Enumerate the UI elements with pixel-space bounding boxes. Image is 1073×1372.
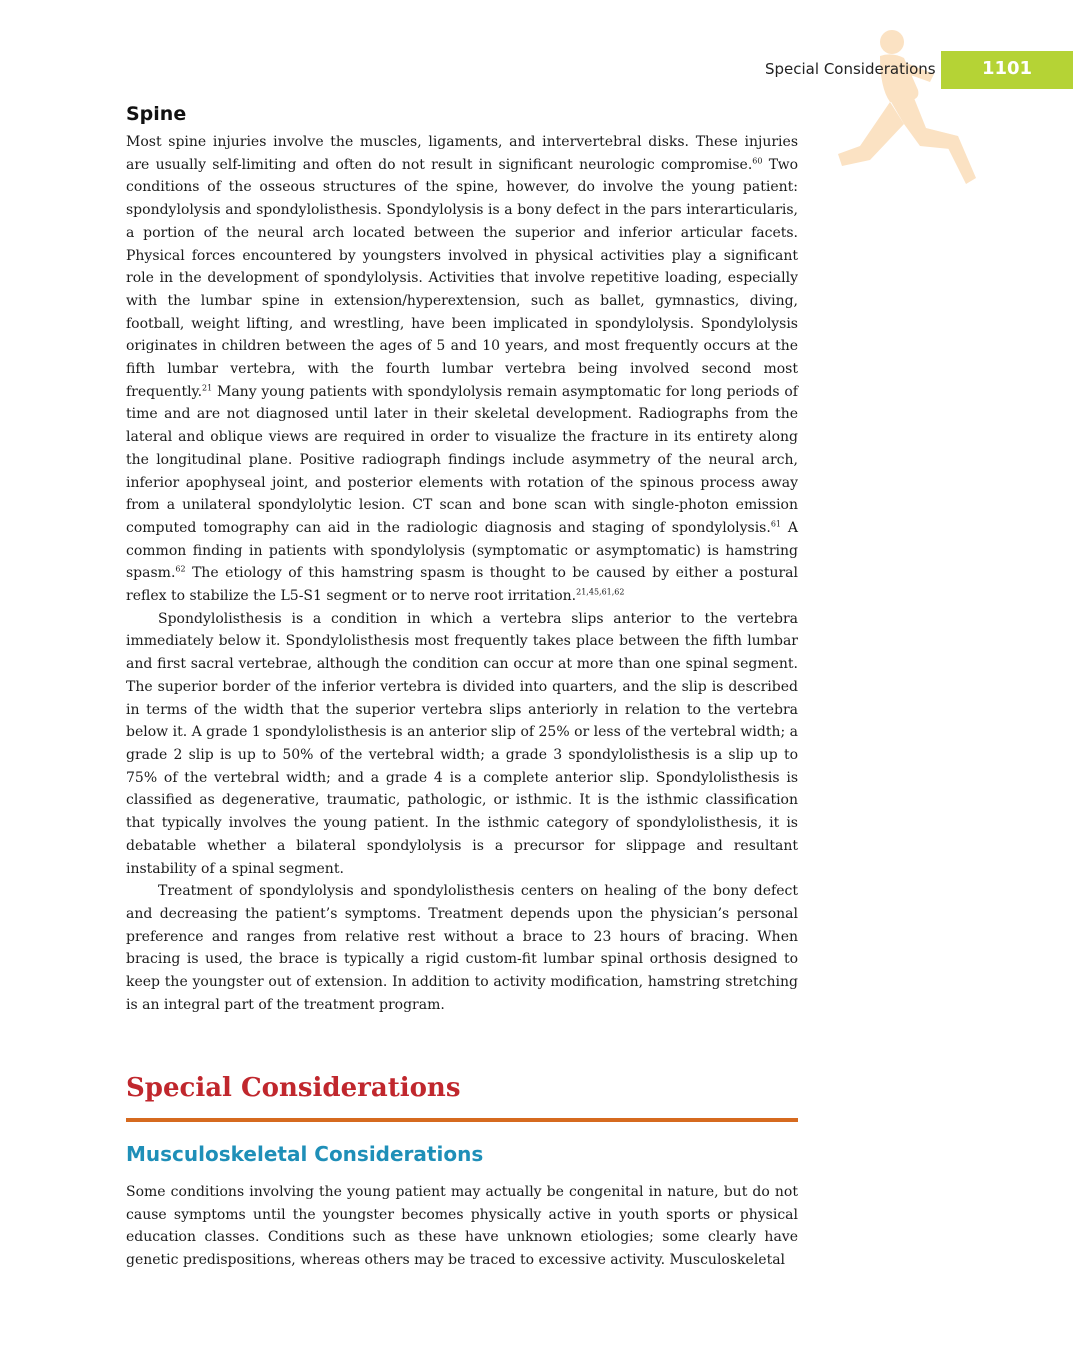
subheading-musculoskeletal: Musculoskeletal Considerations [126,1142,484,1166]
musculoskeletal-body [126,1181,798,1272]
citation-ref: 60 [752,156,763,166]
spine-paragraph-2: Spondylolisthesis is a condition in which a vertebra slips anterior to the vertebra immediately below it. Spondylolisthesis most frequently takes place between the fifth lumbar and first sacral vertebrae, although the condition can occur at more than one spinal segment. The superior border of the inferior vertebra is divided into quarters, and the slip is described in terms of the width that the superior vertebra slips anteriorly in relation to the vertebra below it. A grade 1 spondylolisthesis is an anterior slip of 25% or less of the vertebral width; a grade 2 slip is up to 50% of the vertebral width; a grade 3 spondylolisthesis is a slip up to 75% of the vertebral width; and a grade 4 is a complete anterior slip. Spondylolisthesis is classified as degenerative, traumatic, pathologic, or isthmic. It is the isthmic classification that typically involves the young patient. In the isthmic category of spondylolisthesis, it is debatable whether a bilateral spondylolysis is a precursor for slippage and resultant instability of a spinal segment. [126,610,798,877]
musculoskeletal-paragraph-1: Some conditions involving the young patient may actually be congenital in nature, but do not cause symptoms until the youngster becomes physically active in youth sports or physical education classes. Conditions such as these have unknown etiologies; some clearly have genetic predispositions, whereas others may be traced to excessive activity. Musculoskeletal [126,1184,798,1269]
citation-ref: 61 [770,519,782,529]
citation-ref: 62 [175,564,186,574]
spine-body [126,131,798,1016]
page-number-tab [941,51,1073,89]
section-heading-spine: Spine [126,103,187,125]
page-number: 1101 [981,58,1033,79]
citation-ref: 21 [202,383,213,393]
spine-paragraph-1: Most spine injuries involve the muscles, ligaments, and intervertebral disks. These injuries are usually self-limiting and often do not result in significant neurologic compromise.$^{60}$ Two conditions of the osseous structures of the spine, however, do involve the young patient: spondylolysis and spondylolisthesis. Spondylolysis is a bony defect in the pars interarticularis, a portion of the neural arch located between the superior and inferior articular facets. Physical forces encountered by youngsters involved in physical activities play a significant role in the development of spondylolysis. Activities that involve repetitive loading, especially with the lumbar spine in extension/hyperextension, such as ballet, gymnastics, diving, football, weight lifting, and wrestling, have been implicated in spondylolysis. Spondylolysis originates in children between the ages of 5 and 10 years, and most frequently occurs at the fifth lumbar vertebra, with the fourth lumbar vertebra being involved second most frequently.$^{21}$ Many young patients with spondylolysis remain asymptomatic for long periods of time and are not diagnosed until later in their skeletal development. Radiographs from the lateral and oblique views are required in order to visualize the fracture in its entirety along the longitudinal plane. Positive radiograph findings include asymmetry of the neural arch, inferior apophyseal joint, and posterior elements with rotation of the spinous process away from a unilateral spondylolytic lesion. CT scan and bone scan with single-photon emission computed tomography can aid in the radiologic diagnosis and staging of spondylolysis.$^{61}$ A common finding in patients with spondylolysis (symptomatic or asymptomatic) is hamstring spasm.$^{62}$ The etiology of this hamstring spasm is thought to be caused by either a postural reflex to stabilize the L5-S1 segment or to nerve root irritation.$^{21,45,61,62}$ [126,134,799,605]
chapter-heading-special-considerations: Special Considerations [126,1073,461,1103]
citation-ref: 21,45,61,62 [576,587,625,597]
spine-paragraph-3: Treatment of spondylolysis and spondylolisthesis centers on healing of the bony defect and decreasing the patient’s symptoms. Treatment depends upon the physician’s personal preference and ranges from relative rest without a brace to 23 hours of bracing. When bracing is used, the brace is typically a rigid custom-fit lumbar spinal orthosis designed to keep the youngster out of extension. In addition to activity modification, hamstring stretching is an integral part of the treatment program. [126,883,798,1013]
heading-divider [126,1118,798,1122]
running-header-section-title: Special Considerations [765,60,936,78]
